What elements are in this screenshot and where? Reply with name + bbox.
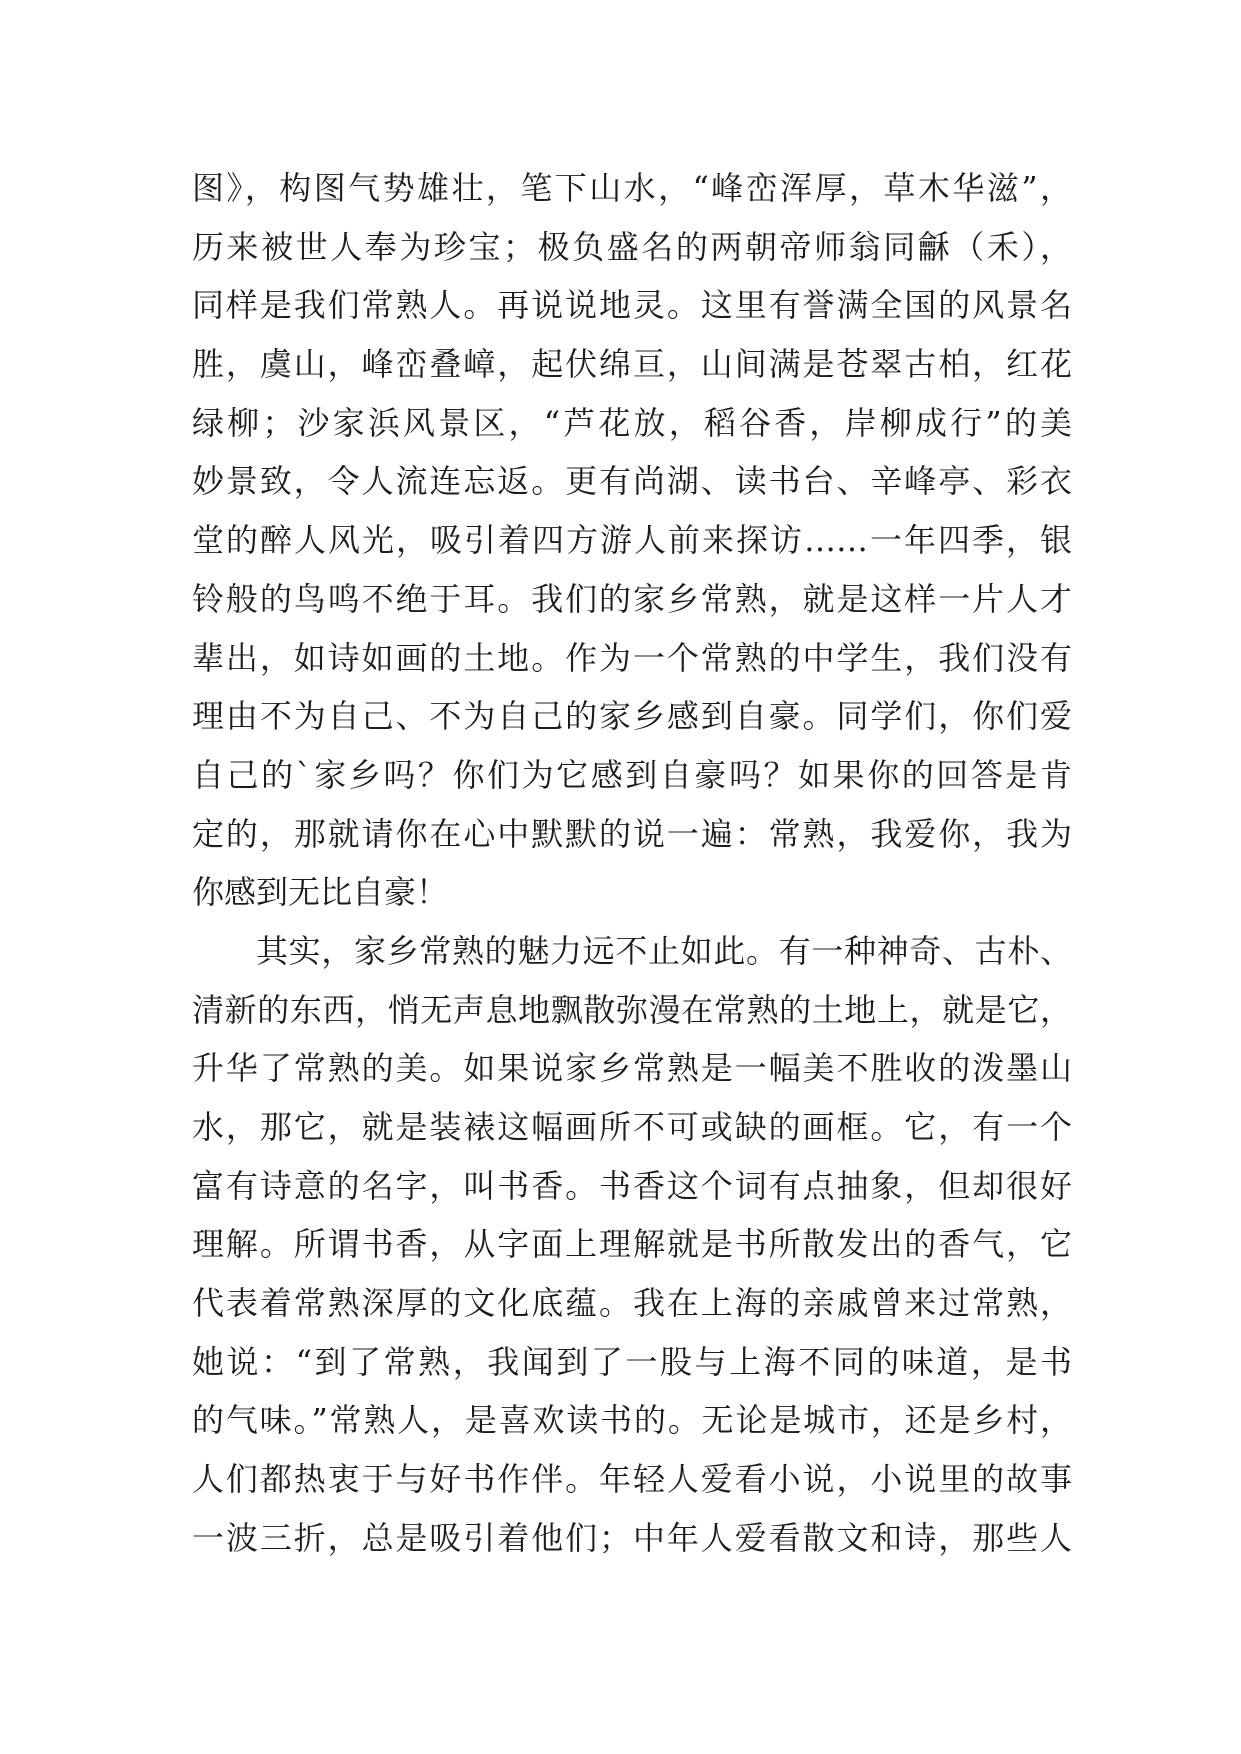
text-line: 绿柳；沙家浜风景区，“芦花放，稻谷香，岸柳成行”的美: [192, 403, 1072, 442]
text-line: 自己的`家乡吗？你们为它感到自豪吗？如果你的回答是肯: [192, 755, 1072, 794]
text-line: 胜，虞山，峰峦叠嶂，起伏绵亘，山间满是苍翠古柏，红花: [192, 345, 1072, 384]
text-line: 理由不为自己、不为自己的家乡感到自豪。同学们，你们爱: [192, 697, 1072, 736]
paragraph-end-line: 你感到无比自豪！: [192, 873, 449, 912]
text-line: 图》，构图气势雄壮，笔下山水，“峰峦浑厚，草木华滋”，: [192, 169, 1072, 207]
text-line: 升华了常熟的美。如果说家乡常熟是一幅美不胜收的泼墨山: [192, 1049, 1072, 1088]
text-line: 水，那它，就是装裱这幅画所不可或缺的画框。它，有一个: [192, 1108, 1072, 1146]
text-line: 理解。所谓书香，从字面上理解就是书所散发出的香气，它: [192, 1225, 1072, 1264]
text-line: 富有诗意的名字，叫书香。书香这个词有点抽象，但却很好: [192, 1166, 1072, 1205]
text-line: 铃般的鸟鸣不绝于耳。我们的家乡常熟，就是这样一片人才: [192, 579, 1072, 618]
text-line: 定的，那就请你在心中默默的说一遍：常熟，我爱你，我为: [192, 814, 1072, 853]
text-line: 同样是我们常熟人。再说说地灵。这里有誉满全国的风景名: [192, 286, 1072, 325]
text-line: 代表着常熟深厚的文化底蕴。我在上海的亲戚曾来过常熟，: [192, 1284, 1072, 1323]
body-text: [192, 159, 1072, 1568]
text-line: 一波三折，总是吸引着他们；中年人爱看散文和诗，那些人: [192, 1518, 1072, 1557]
paragraph-start-line: 其实，家乡常熟的魅力远不止如此。有一种神奇、古朴、: [256, 931, 1072, 970]
text-line: 历来被世人奉为珍宝；极负盛名的两朝帝师翁同龢（禾），: [192, 227, 1072, 266]
text-line: 清新的东西，悄无声息地飘散弥漫在常熟的土地上，就是它，: [192, 990, 1072, 1029]
text-line: 她说：“到了常熟，我闻到了一股与上海不同的味道，是书: [192, 1342, 1072, 1381]
text-line: 堂的醉人风光，吸引着四方游人前来探访……一年四季，银: [192, 521, 1072, 560]
text-line: 妙景致，令人流连忘返。更有尚湖、读书台、辛峰亭、彩衣: [192, 462, 1072, 501]
text-line: 的气味。”常熟人，是喜欢读书的。无论是城市，还是乡村，: [192, 1401, 1072, 1440]
text-line: 人们都热衷于与好书作伴。年轻人爱看小说，小说里的故事: [192, 1460, 1072, 1499]
text-line: 辈出，如诗如画的土地。作为一个常熟的中学生，我们没有: [192, 638, 1072, 677]
